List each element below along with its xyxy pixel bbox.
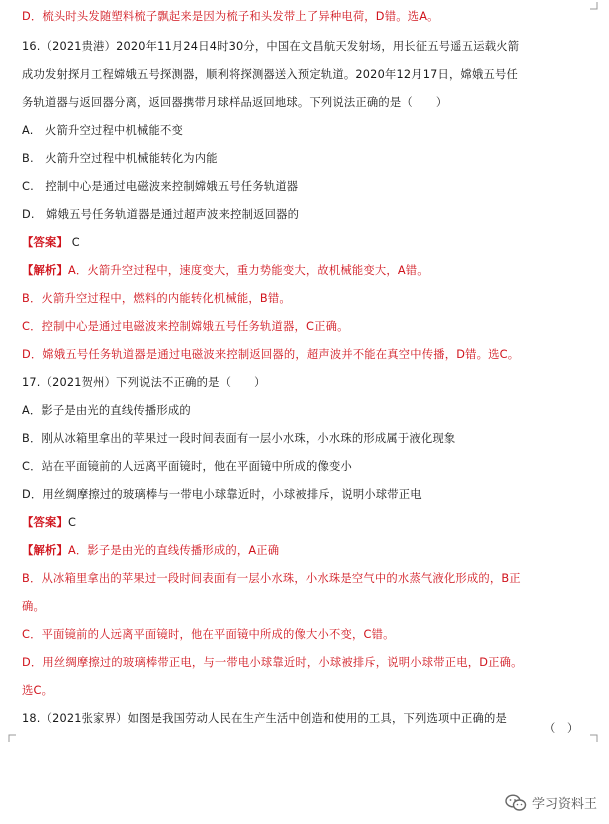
explanation-text: A．影子是由光的直线传播形成的，A正确 <box>68 544 280 557</box>
watermark-text: 学习资料王 <box>531 797 597 812</box>
explanation-17-d: D．用丝绸摩擦过的玻璃棒带正电，与一带电小球靠近时，小球被排斥，说明小球带正电，D正确。 <box>22 656 523 669</box>
question-17-option-d: D．用丝绸摩擦过的玻璃棒与一带电小球靠近时，小球被排斥，说明小球带正电 <box>22 488 422 501</box>
question-17-option-c: C．站在平面镜前的人远离平面镜时，他在平面镜中所成的像变小 <box>22 460 353 473</box>
explanation-16-a <box>22 264 429 278</box>
explanation-17-c: C．平面镜前的人远离平面镜时，他在平面镜中所成的像大小不变，C错。 <box>22 628 395 641</box>
answer-value: C <box>68 516 77 529</box>
answer-17 <box>22 516 76 530</box>
explanation-16-c: C．控制中心是通过电磁波来控制嫦娥五号任务轨道器，C正确。 <box>22 320 349 333</box>
prev-explanation-d: D．梳头时头发随塑料梳子飘起来是因为梳子和头发带上了异种电荷，D错。选A。 <box>22 10 439 23</box>
question-17-option-a: A．影子是由光的直线传播形成的 <box>22 404 191 417</box>
explanation-tag: 【解析】 <box>22 264 68 277</box>
answer-16 <box>22 236 80 250</box>
crop-mark-icon <box>8 734 16 742</box>
answer-tag: 【答案】 <box>22 236 68 249</box>
explanation-text: A．火箭升空过程中，速度变大，重力势能变大，故机械能变大，A错。 <box>68 264 429 277</box>
explanation-16-b: B．火箭升空过程中，燃料的内能转化机械能，B错。 <box>22 292 291 305</box>
question-16-line-3: 务轨道器与返回器分离，返回器携带月球样品返回地球。下列说法正确的是（ ） <box>22 96 448 109</box>
explanation-17-b-line-1: B．从冰箱里拿出的苹果过一段时间表面有一层小水珠，小水珠是空气中的水蒸气液化形成的，B正 <box>22 572 521 585</box>
explanation-tag: 【解析】 <box>22 544 68 557</box>
question-16-option-c: C. 控制中心是通过电磁波来控制嫦娥五号任务轨道器 <box>22 180 299 193</box>
question-17-option-b: B．刚从冰箱里拿出的苹果过一段时间表面有一层小水珠，小水珠的形成属于液化现象 <box>22 432 456 445</box>
question-17: 17.（2021贺州）下列说法不正确的是（ ） <box>22 376 266 389</box>
explanation-17-b-line-2: 确。 <box>22 600 45 613</box>
wechat-icon <box>505 794 527 812</box>
watermark <box>505 793 597 812</box>
question-16-option-b: B. 火箭升空过程中机械能转化为内能 <box>22 152 218 165</box>
question-18: 18.（2021张家界）如图是我国劳动人民在生产生活中创造和使用的工具，下列选项中正确的是 <box>22 712 508 725</box>
question-16-option-d: D. 嫦娥五号任务轨道器是通过超声波来控制返回器的 <box>22 208 300 221</box>
explanation-17-e: 选C。 <box>22 684 54 697</box>
answer-value: C <box>71 236 80 249</box>
question-16-option-a: A. 火箭升空过程中机械能不变 <box>22 124 183 137</box>
crop-mark-icon <box>590 734 598 742</box>
question-18-paren: （ ） <box>544 722 579 735</box>
answer-tag: 【答案】 <box>22 516 68 529</box>
explanation-17-a <box>22 544 279 558</box>
crop-mark-icon <box>590 2 598 10</box>
explanation-16-d: D．嫦娥五号任务轨道器是通过电磁波来控制返回器的，超声波并不能在真空中传播，D错。选C。 <box>22 348 520 361</box>
question-16-line-1: 16.（2021贵港）2020年11月24日4时30分，中国在文昌航天发射场，用长征五号遥五运载火箭 <box>22 40 520 53</box>
question-16-line-2: 成功发射探月工程嫦娥五号探测器，顺利将探测器送入预定轨道。2020年12月17日，嫦娥五号任 <box>22 68 518 81</box>
